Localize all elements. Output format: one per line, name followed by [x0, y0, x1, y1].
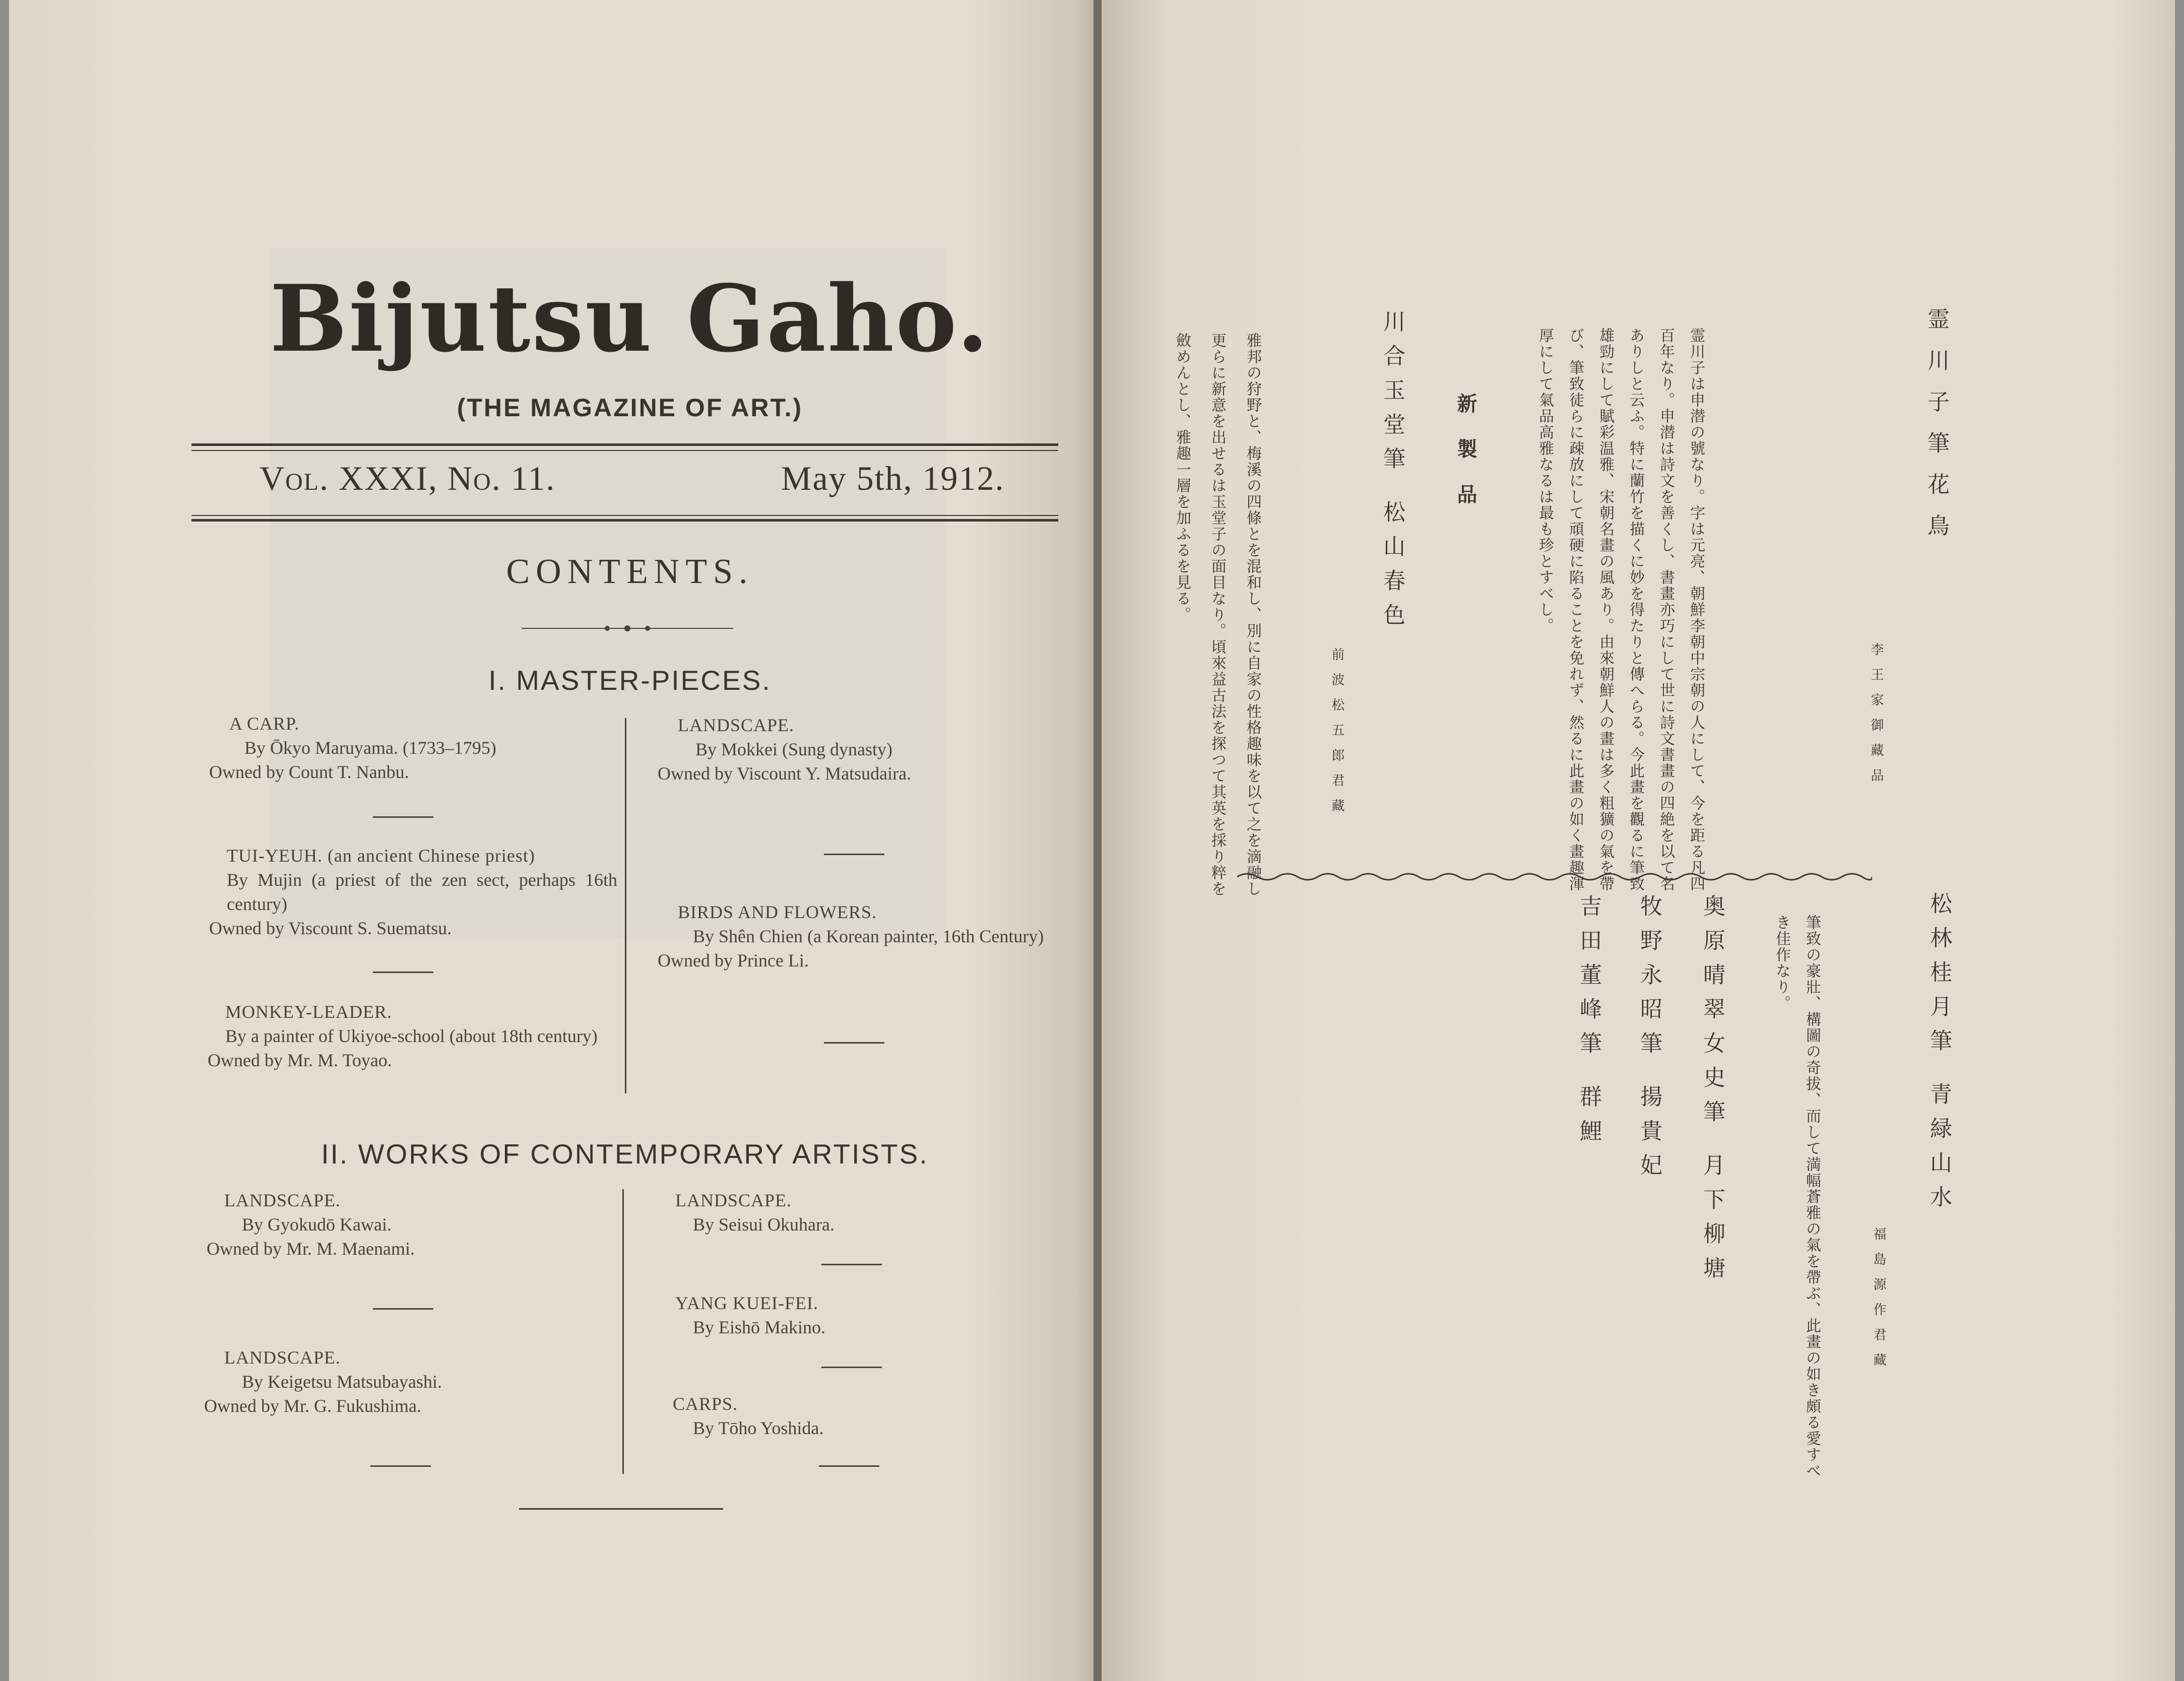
entry-owner: Owned by Mr. G. Fukushima. [204, 1396, 421, 1416]
entry-artist: By Tōho Yoshida. [693, 1418, 824, 1438]
entry-separator [821, 1264, 882, 1265]
entry-landscape-gyokudo [207, 1188, 610, 1261]
artwork-title-eisho: 牧野永昭筆 揚貴妃 [1636, 894, 1662, 1188]
entry-landscape-keigetsu [204, 1345, 607, 1418]
entry-title: MONKEY-LEADER. [225, 1002, 392, 1022]
entry-title: LANDSCAPE. [675, 1190, 792, 1210]
entry-owner: Owned by Viscount S. Suematsu. [209, 918, 452, 938]
text-column: 厚にして氣品高雅なるは最も珍とすべし。 [1536, 328, 1554, 634]
text-column: び、筆致徒らに疎放にして頑硬に陷ることを免れず、然るに此畫の如く畫趣渾 [1566, 328, 1584, 892]
entry-a-carp [209, 712, 602, 784]
ornament-divider [522, 625, 733, 632]
new-works-heading: 新製品 [1454, 393, 1478, 529]
artwork-description-keigetsu [1759, 915, 1821, 1479]
rule-bottom-1 [191, 515, 1058, 516]
contents-end-rule [519, 1508, 723, 1510]
entry-separator [821, 1367, 882, 1368]
artwork-description-gyokudo [1154, 333, 1261, 897]
entry-yang-kuei-fei [655, 1291, 1058, 1339]
artwork-title-reisenshi: 霊川子筆花鳥 [1923, 307, 1949, 555]
artwork-owner-fukushima: 福島源作君藏 [1871, 1227, 1886, 1378]
entry-owner: Owned by Viscount Y. Matsudaira. [658, 763, 912, 784]
rule-bottom-2 [191, 519, 1058, 522]
rule-top-1 [191, 443, 1058, 446]
magazine-subtitle: (THE MAGAZINE OF ART.) [457, 394, 803, 422]
artwork-title-keigetsu: 松林桂月筆 青緑山水 [1926, 892, 1952, 1219]
magazine-title: Bijutsu Gaho. [270, 265, 990, 372]
text-column: 雅邦の狩野と、梅溪の四條とを混和し、別に自家の性格趣味を以て之を滴融し [1244, 333, 1261, 897]
entry-landscape-mokkei [658, 713, 1061, 786]
entry-separator [373, 972, 433, 973]
artwork-title-toho: 吉田董峰筆 群鯉 [1576, 894, 1601, 1153]
entry-artist: By Ōkyo Maruyama. (1733–1795) [244, 738, 496, 758]
entry-landscape-seisui [655, 1188, 1058, 1237]
entry-owner: Owned by Prince Li. [658, 950, 809, 971]
entry-title: CARPS. [673, 1394, 738, 1414]
volume-number: Vol. XXXI, No. 11. [260, 459, 556, 497]
entry-birds-and-flowers [658, 900, 1071, 973]
artwork-title-gyokudo: 川合玉堂筆 松山春色 [1379, 310, 1405, 637]
entry-title: BIRDS AND FLOWERS. [678, 902, 877, 922]
section-contemporary-heading: II. WORKS OF CONTEMPORARY ARTISTS. [321, 1138, 929, 1170]
entry-owner: Owned by Mr. M. Toyao. [208, 1050, 392, 1070]
entry-artist: By Shên Chien (a Korean painter, 16th Century) [693, 926, 1044, 946]
entry-monkey-leader [208, 1000, 616, 1072]
text-column: 筆致の豪壯、構圖の奇拔、而して満幅蒼雅の氣を帶ぶ、此畫の如き頗る愛すべ [1803, 915, 1821, 1479]
entry-artist: By Gyokudō Kawai. [242, 1214, 392, 1235]
entry-owner: Owned by Count T. Nanbu. [209, 762, 409, 782]
rule-top-2 [191, 450, 1058, 451]
artwork-title-seisui: 奥原晴翠女史筆 月下柳塘 [1699, 894, 1725, 1290]
entry-artist: By a painter of Ukiyoe-school (about 18th century) [225, 1026, 598, 1046]
text-column: ありしと云ふ。特に蘭竹を描くに妙を得たりと傳へらる。今此畫を觀るに筆致 [1627, 328, 1644, 892]
text-column: 百年なり。申潜は詩文を善くし、書畫亦巧にして世に詩文書畫の四絶を以て名 [1657, 328, 1675, 892]
entry-separator [373, 816, 433, 818]
entry-title: YANG KUEI-FEI. [675, 1293, 818, 1313]
wavy-section-divider [1237, 869, 1872, 884]
issue-date: May 5th, 1912. [781, 459, 1005, 497]
entry-title: LANDSCAPE. [224, 1190, 341, 1210]
text-column: 霊川子は申潜の號なり。字は元亮、朝鮮李朝中宗朝の人にして、今を距る凡四 [1687, 328, 1705, 892]
entry-artist: By Mujin (a priest of the zen sect, perhaps 16th century) [227, 870, 617, 914]
entry-carps [655, 1392, 1058, 1440]
column-divider-2 [622, 1189, 624, 1474]
entry-tui-yeuh [209, 844, 617, 940]
artwork-owner-ri-royal: 李王家御藏品 [1869, 642, 1884, 794]
entry-artist: By Keigetsu Matsubayashi. [242, 1372, 442, 1392]
artwork-description-reisenshi [1522, 328, 1705, 892]
text-column: き佳作なり。 [1773, 915, 1790, 1011]
entry-title: LANDSCAPE. [224, 1347, 341, 1368]
entry-separator [824, 854, 884, 855]
entry-title: A CARP. [229, 714, 300, 734]
entry-separator [819, 1465, 879, 1467]
contents-heading: CONTENTS. [506, 552, 754, 591]
entry-title: TUI-YEUH. (an ancient Chinese priest) [227, 846, 535, 866]
entry-artist: By Eishō Makino. [693, 1317, 826, 1337]
entry-owner: Owned by Mr. M. Maenami. [207, 1239, 415, 1259]
column-divider-1 [625, 718, 626, 1093]
text-column: 更らに新意を出せるは玉堂子の面目なり。頃來益古法を探つて其英を採り粹を [1208, 333, 1226, 897]
section-master-pieces-heading: I. MASTER-PIECES. [488, 665, 772, 696]
text-column: 雄勁にして賦彩温雅、宋朝名畫の風あり。由來朝鮮人の畫は多く粗獷の氣を帶 [1596, 328, 1614, 892]
entry-separator [824, 1042, 884, 1044]
entry-separator [370, 1465, 431, 1467]
entry-separator [373, 1308, 433, 1310]
entry-artist: By Seisui Okuhara. [693, 1214, 834, 1235]
text-column: 斂めんとし、雅趣一層を加ふるを見る。 [1173, 333, 1191, 623]
artwork-owner-maenami: 前波松五郎君藏 [1329, 648, 1344, 824]
entry-title: LANDSCAPE. [678, 715, 795, 735]
entry-artist: By Mokkei (Sung dynasty) [695, 739, 892, 759]
